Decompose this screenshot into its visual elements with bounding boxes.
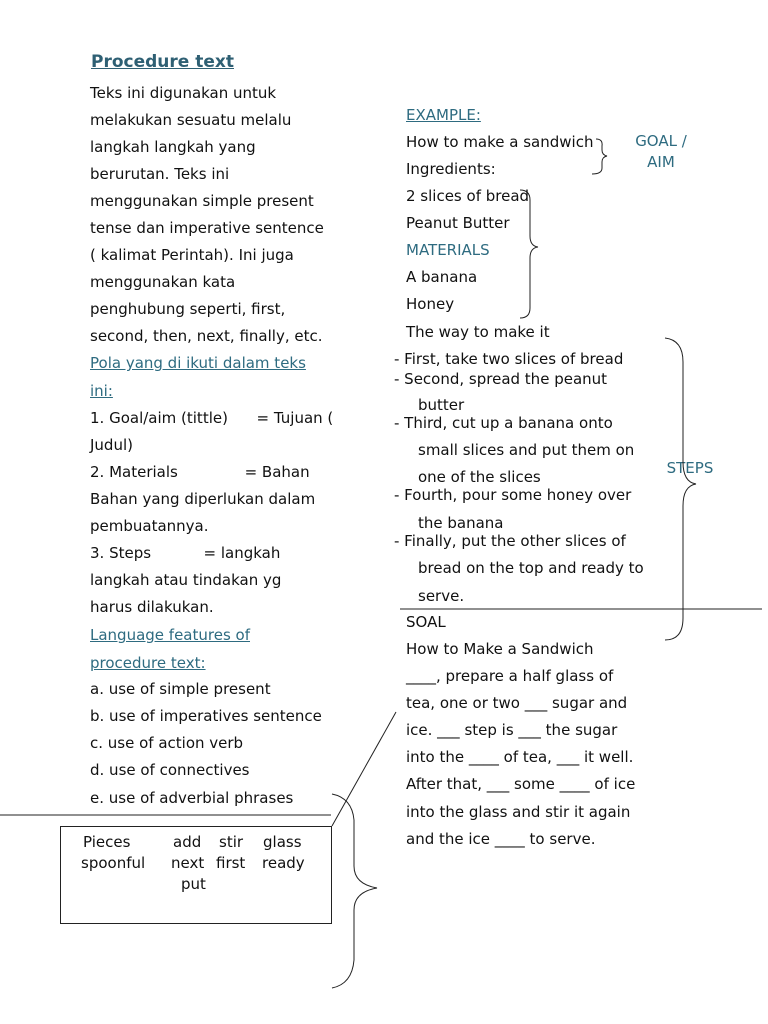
intro-line: menggunakan simple present [90,192,314,210]
pattern-item: langkah atau tindakan yg [90,571,282,589]
feature-item: e. use of adverbial phrases [90,789,294,807]
word-bank-word: first [216,854,246,872]
intro-line: ( kalimat Perintah). Ini juga [90,246,294,264]
step-line: - First, take two slices of bread [394,350,624,368]
example-title: How to make a sandwich [406,133,594,151]
pattern-item: 3. Steps = langkah [90,544,281,562]
features-heading: Language features of [90,626,250,644]
pattern-heading: Pola yang di ikuti dalam teks [90,354,306,372]
ingredient-item: Honey [406,295,455,313]
step-line: bread on the top and ready to [418,559,644,577]
soal-line: ____, prepare a half glass of [406,667,614,685]
intro-line: Teks ini digunakan untuk [90,84,277,102]
feature-item: a. use of simple present [90,680,271,698]
step-line: butter [418,396,465,414]
soal-line: tea, one or two ___ sugar and [406,694,628,712]
word-bank-word: next [171,854,205,872]
wordbox-brace [332,794,377,988]
step-line: - Second, spread the peanut [394,370,608,388]
intro-line: langkah langkah yang [90,138,256,156]
word-bank-word: add [173,833,202,851]
steps-brace [665,338,696,640]
word-bank-word: ready [262,854,305,872]
materials-brace [520,190,538,318]
intro-line: penghubung seperti, first, [90,300,286,318]
word-bank-word: spoonful [81,854,146,872]
connector-line [332,712,396,826]
pattern-item: harus dilakukan. [90,598,214,616]
goal-label: AIM [647,153,675,171]
word-bank-word: glass [263,833,302,851]
ingredient-item: 2 slices of bread [406,187,530,205]
word-bank-word: Pieces [83,833,131,851]
pattern-item: 2. Materials = Bahan [90,463,310,481]
feature-item: b. use of imperatives sentence [90,707,322,725]
step-line: - Fourth, pour some honey over [394,486,632,504]
intro-line: tense dan imperative sentence [90,219,324,237]
intro-line: melakukan sesuatu melalu [90,111,292,129]
soal-line: into the glass and stir it again [406,803,631,821]
word-bank-word: put [181,875,206,893]
step-line: serve. [418,587,465,605]
way-heading: The way to make it [406,323,550,341]
materials-label: MATERIALS [406,241,490,259]
soal-line: into the ____ of tea, ___ it well. [406,748,634,766]
ingredients-label: Ingredients: [406,160,496,178]
soal-line: After that, ___ some ____ of ice [406,775,636,793]
step-line: - Third, cut up a banana onto [394,414,613,432]
word-bank-word: stir [219,833,244,851]
step-line: - Finally, put the other slices of [394,532,626,550]
soal-heading: SOAL [406,613,446,631]
ingredient-item: A banana [406,268,478,286]
feature-item: d. use of connectives [90,761,250,779]
feature-item: c. use of action verb [90,734,244,752]
page-title: Procedure text [91,52,234,72]
features-heading: procedure text: [90,654,206,672]
pattern-item: 1. Goal/aim (tittle) = Tujuan ( [90,409,334,427]
intro-line: berurutan. Teks ini [90,165,230,183]
intro-line: second, then, next, finally, etc. [90,327,323,345]
pattern-item: Judul) [90,436,133,454]
soal-line: ice. ___ step is ___ the sugar [406,721,618,739]
soal-line: How to Make a Sandwich [406,640,594,658]
pattern-item: Bahan yang diperlukan dalam [90,490,316,508]
pattern-item: pembuatannya. [90,517,209,535]
step-line: small slices and put them on [418,441,635,459]
ingredient-item: Peanut Butter [406,214,510,232]
step-line: the banana [418,514,504,532]
goal-label: GOAL / [635,132,687,150]
goal-brace [592,139,607,174]
example-heading: EXAMPLE: [406,106,481,124]
soal-line: and the ice ____ to serve. [406,830,596,848]
pattern-heading: ini: [90,382,113,400]
intro-line: menggunakan kata [90,273,236,291]
steps-label: STEPS [666,459,714,477]
step-line: one of the slices [418,468,541,486]
